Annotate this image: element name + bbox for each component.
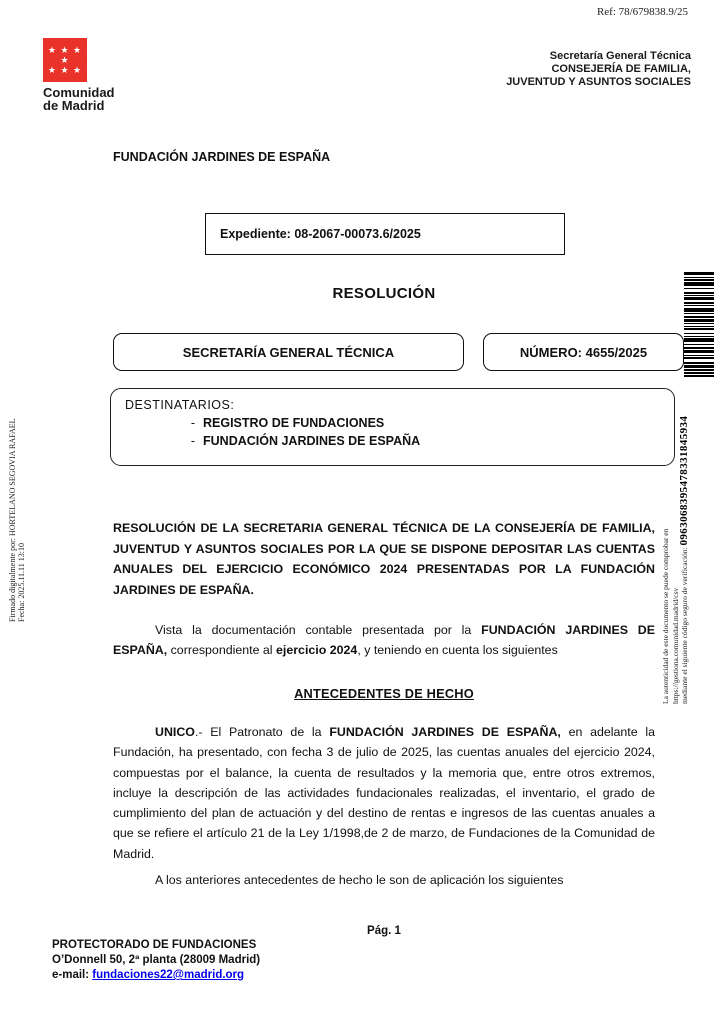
subject-paragraph: RESOLUCIÓN DE LA SECRETARIA GENERAL TÉCNICA DE LA CONSEJERÍA DE FAMILIA, JUVENTUD Y ASUNTOS SOCIALES POR LA QUE SE DISPONE DEPOSITAR LAS CUENTAS ANUALES DEL EJERCICIO ECONÓMICO 2024 PRESENTADAS POR LA FUNDACIÓN JARDINES DE ESPAÑA. <box>113 521 655 597</box>
verification-line1: La autenticidad de este documento se puede comprobar en <box>661 528 670 704</box>
destinatario-item-label: REGISTRO DE FUNDACIONES <box>203 416 385 430</box>
unico-bold-1: UNICO <box>155 725 195 739</box>
document-title: RESOLUCIÓN <box>332 285 436 302</box>
footer-email-line <box>52 968 260 983</box>
footer-org: PROTECTORADO DE FUNDACIONES <box>52 939 257 951</box>
letterhead-line3: JUVENTUD Y ASUNTOS SOCIALES <box>506 76 691 88</box>
comunidad-madrid-flag-icon <box>43 38 87 82</box>
unico-bold-2: FUNDACIÓN JARDINES DE ESPAÑA, <box>329 725 561 739</box>
closing-line: A los anteriores antecedentes de hecho le son de aplicación los siguientes <box>155 873 564 887</box>
vista-bold-2: ejercicio 2024 <box>276 643 358 657</box>
destinatario-item <box>125 434 674 448</box>
letterhead-line1: Secretaría General Técnica <box>549 50 691 62</box>
dash-bullet-icon: - <box>190 434 196 448</box>
page-number: Pág. 1 <box>367 925 401 937</box>
destinatario-item-label: FUNDACIÓN JARDINES DE ESPAÑA <box>203 434 421 448</box>
verification-line3-text: mediante el siguiente código seguro de verificación: <box>680 545 689 704</box>
unico-paragraph <box>113 722 655 864</box>
issuing-org-box <box>113 333 464 371</box>
verification-line2: https://gestiona.comunidad.madrid/csv <box>670 587 680 704</box>
destinatarios-label: DESTINATARIOS: <box>125 398 235 412</box>
logo-wordmark <box>43 86 115 112</box>
letterhead-line2: CONSEJERÍA DE FAMILIA, <box>551 63 691 75</box>
vista-text-1: Vista la documentación contable presentada por la <box>155 623 482 637</box>
logo-wordmark-line2: de Madrid <box>43 98 105 113</box>
expediente-text: Expediente: 08-2067-00073.6/2025 <box>220 227 421 241</box>
antecedentes-heading: ANTECEDENTES DE HECHO <box>294 686 474 701</box>
flag-stars-row1: ★ ★ ★ ★ <box>47 45 83 65</box>
expediente-box <box>205 213 565 255</box>
footer-email-label: e-mail: <box>52 969 93 981</box>
digital-signature-sidebar <box>9 390 27 622</box>
signature-line1: Firmado digitalmente por: HORTELANO SEGOVIA RAFAEL <box>8 418 17 622</box>
letterhead <box>506 50 691 89</box>
footer-email-link[interactable]: fundaciones22@madrid.org <box>92 969 245 981</box>
vista-text-2: correspondiente al <box>167 643 277 657</box>
unico-text-1: .- El Patronato de la <box>194 725 330 739</box>
barcode <box>684 272 714 380</box>
unico-text-2: en adelante la Fundación, ha presentado, con fecha 3 de julio de 2025, las cuentas anuales del ejercicio 2024, compuestas por el balance, la cuenta de resultados y la memoria que, entre otros extremos, incluye la descripción de las actividades fundacionales realizadas, el inventario, el grado de cumplimiento del plan de actuación y del destino de rentas e ingresos de las cuentas anuales a que se refiere el artículo 21 de la Ley 1/1998,de 2 de marzo, de Fundaciones de la Comunidad de Madrid. <box>113 725 655 861</box>
vista-paragraph <box>113 620 655 660</box>
reference-number: Ref: 78/679838.9/25 <box>596 6 688 18</box>
dash-bullet-icon: - <box>190 416 196 430</box>
addressee-name: FUNDACIÓN JARDINES DE ESPAÑA <box>113 150 331 164</box>
destinatarios-box <box>110 388 675 466</box>
logo-wordmark-line1: Comunidad <box>43 85 115 100</box>
footer-address: O’Donnell 50, 2ª planta (28009 Madrid) <box>52 954 261 966</box>
resolution-number-text: NÚMERO: 4655/2025 <box>519 344 648 360</box>
vista-bold-1: FUNDACIÓN JARDINES DE ESPAÑA, <box>113 623 656 657</box>
vista-text-3: , y teniendo en cuenta los siguientes <box>357 643 558 657</box>
signature-line2: Fecha: 2025.11.11 13:10 <box>16 543 26 622</box>
footer-block <box>52 938 260 983</box>
resolution-number-box <box>483 333 684 371</box>
issuing-org-text: SECRETARÍA GENERAL TÉCNICA <box>182 344 395 360</box>
verification-code: 0963068395478331845934 <box>678 415 690 546</box>
destinatario-item <box>125 416 674 430</box>
flag-stars-row2: ★ ★ ★ <box>47 65 83 75</box>
